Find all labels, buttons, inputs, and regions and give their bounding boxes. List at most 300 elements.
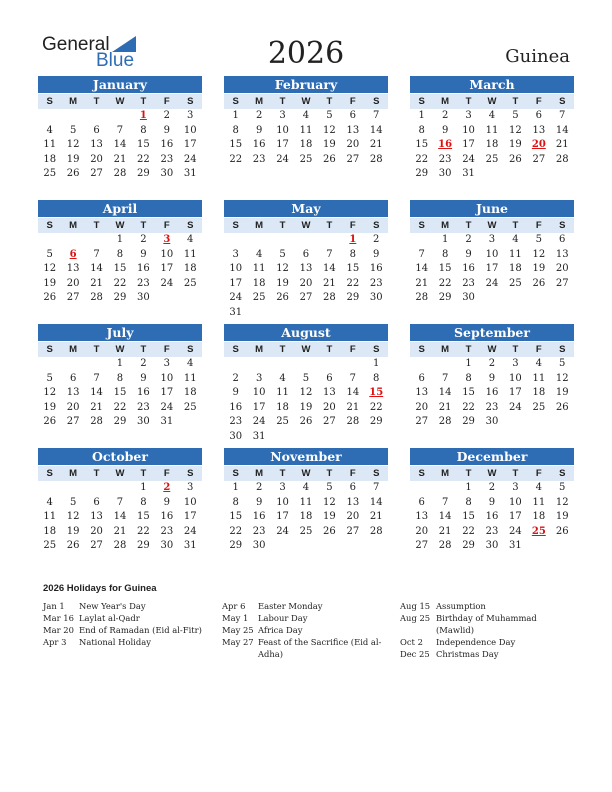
day-cell: 2 [441, 110, 449, 121]
day-cell: 21 [415, 277, 429, 289]
days-grid [410, 481, 574, 554]
day-cell: 17 [276, 139, 289, 150]
holiday-day-cell: 20 [531, 139, 546, 150]
day-cell: 1 [441, 234, 449, 245]
weekday-header: W [487, 344, 497, 355]
day-cell: 28 [90, 416, 103, 427]
empty-day-cell [433, 357, 456, 372]
logo-text-general: General [42, 34, 110, 55]
day-cell: 3 [163, 358, 170, 369]
days-grid [410, 109, 574, 182]
month-september [410, 324, 574, 430]
day-cell: 31 [462, 168, 475, 179]
weekday-header: S [232, 344, 239, 355]
day-cell: 2 [488, 482, 496, 493]
holiday-date: Jan 1 [43, 601, 65, 611]
month-february [224, 76, 388, 167]
month-title: July [38, 324, 202, 341]
day-cell: 19 [43, 277, 57, 289]
day-cell: 30 [462, 292, 475, 303]
holiday-name: End of Ramadan (Eid al-Fitr) [79, 625, 202, 635]
day-cell: 18 [43, 525, 57, 537]
day-cell: 8 [140, 496, 147, 508]
day-cell: 26 [555, 401, 569, 413]
day-cell: 28 [438, 416, 452, 427]
day-cell: 21 [90, 401, 103, 413]
day-cell: 8 [232, 124, 239, 136]
day-cell: 14 [113, 139, 127, 150]
day-cell: 13 [415, 511, 429, 522]
day-cell: 17 [229, 277, 243, 289]
day-cell: 4 [187, 234, 194, 245]
days-grid [410, 357, 574, 430]
day-cell: 7 [116, 124, 124, 136]
holiday-name: Easter Monday [258, 601, 323, 611]
holidays-title: 2026 Holidays for Guinea [43, 583, 157, 594]
weekday-header: S [418, 468, 425, 479]
day-cell: 5 [326, 482, 333, 493]
holiday-date: Aug 25 [400, 613, 431, 623]
empty-day-cell [38, 233, 61, 248]
days-grid [224, 233, 388, 320]
day-cell: 4 [187, 358, 194, 369]
day-cell: 26 [276, 292, 289, 303]
day-cell: 31 [229, 306, 243, 318]
day-cell: 4 [302, 482, 310, 493]
day-cell: 29 [415, 168, 429, 179]
holiday-day-cell: 2 [163, 482, 171, 493]
day-cell: 23 [160, 525, 174, 537]
day-cell: 22 [113, 277, 127, 289]
day-cell: 29 [438, 292, 452, 303]
holiday-item [43, 612, 213, 624]
day-cell: 2 [488, 358, 496, 369]
day-cell: 23 [369, 277, 383, 289]
day-cell: 22 [137, 525, 150, 537]
day-cell: 5 [326, 110, 333, 121]
day-cell: 17 [462, 139, 475, 150]
month-title: October [38, 448, 202, 465]
weekday-header: M [441, 220, 450, 231]
day-cell: 14 [90, 263, 103, 274]
day-cell: 19 [66, 525, 80, 537]
day-cell: 2 [255, 482, 263, 493]
day-cell: 4 [535, 482, 542, 493]
weekday-header: S [46, 344, 53, 355]
day-cell: 24 [183, 525, 197, 537]
day-cell: 25 [299, 153, 313, 165]
days-grid [224, 357, 388, 444]
day-cell: 3 [512, 358, 519, 369]
holiday-item [222, 600, 392, 612]
day-cell: 3 [187, 110, 194, 121]
day-cell: 23 [485, 401, 499, 413]
holiday-date: Dec 25 [400, 649, 430, 659]
day-cell: 10 [183, 124, 197, 136]
day-cell: 30 [229, 430, 243, 442]
weekday-header: T [326, 96, 333, 107]
day-cell: 28 [90, 292, 103, 303]
day-cell: 22 [229, 525, 243, 537]
weekday-header: M [441, 468, 450, 479]
day-cell: 20 [66, 277, 80, 289]
day-cell: 12 [532, 248, 546, 260]
day-cell: 16 [137, 387, 150, 398]
holiday-date: Oct 2 [400, 637, 423, 647]
holiday-date: Aug 15 [400, 601, 431, 611]
holiday-name: New Year's Day [79, 601, 146, 611]
day-cell: 1 [232, 110, 239, 121]
day-cell: 6 [349, 482, 356, 493]
month-title: December [410, 448, 574, 465]
day-cell: 5 [559, 482, 566, 493]
day-cell: 22 [369, 401, 383, 413]
day-cell: 10 [276, 496, 289, 508]
day-cell: 13 [90, 139, 103, 150]
day-cell: 6 [535, 110, 542, 121]
day-cell: 26 [299, 416, 313, 427]
holiday-day-cell: 1 [349, 234, 357, 245]
day-cell: 2 [163, 110, 170, 121]
holiday-name: Laylat al-Qadr [79, 613, 140, 623]
weekday-header: W [301, 468, 311, 479]
day-cell: 23 [160, 153, 174, 165]
holiday-item [400, 636, 570, 648]
day-cell: 12 [276, 263, 289, 274]
empty-day-cell [294, 357, 317, 372]
day-cell: 20 [66, 401, 80, 413]
weekday-header: S [373, 96, 380, 107]
weekday-header: W [301, 220, 311, 231]
day-cell: 21 [90, 277, 103, 289]
holidays-column [43, 600, 213, 648]
holiday-date: May 25 [222, 625, 254, 635]
holiday-day-cell: 1 [139, 110, 147, 121]
weekday-header: T [326, 220, 333, 231]
weekday-header: S [46, 468, 53, 479]
day-cell: 8 [116, 248, 124, 260]
empty-day-cell [108, 481, 131, 496]
day-cell: 9 [441, 124, 449, 136]
day-cell: 22 [462, 401, 475, 413]
weekday-header: F [349, 468, 356, 479]
day-cell: 24 [276, 153, 289, 165]
day-cell: 23 [137, 401, 150, 413]
day-cell: 13 [323, 387, 336, 398]
holiday-date: Apr 3 [43, 637, 67, 647]
day-cell: 25 [276, 416, 289, 427]
day-cell: 6 [418, 372, 425, 384]
day-cell: 29 [462, 540, 475, 551]
day-cell: 6 [349, 110, 356, 121]
weekday-header: S [418, 344, 425, 355]
day-cell: 8 [140, 124, 147, 136]
weekday-header: F [163, 96, 170, 107]
day-cell: 24 [229, 292, 243, 303]
day-cell: 24 [509, 525, 522, 537]
day-cell: 6 [302, 248, 310, 260]
weekday-header: W [115, 220, 125, 231]
day-cell: 14 [113, 511, 127, 522]
day-cell: 6 [559, 234, 566, 245]
day-cell: 8 [373, 372, 380, 384]
day-cell: 1 [418, 110, 425, 121]
day-cell: 7 [559, 110, 566, 121]
day-cell: 17 [485, 263, 499, 274]
day-cell: 15 [346, 263, 360, 274]
day-cell: 26 [66, 540, 80, 551]
day-cell: 21 [346, 401, 360, 413]
day-cell: 7 [93, 248, 100, 260]
weekday-header: T [512, 220, 519, 231]
day-cell: 19 [532, 263, 546, 274]
day-cell: 16 [252, 511, 266, 522]
weekday-header: S [373, 344, 380, 355]
day-cell: 7 [326, 248, 333, 260]
holiday-item [222, 624, 392, 636]
day-cell: 23 [252, 525, 266, 537]
day-cell: 4 [46, 496, 53, 508]
month-may [224, 200, 388, 320]
day-cell: 14 [369, 496, 383, 508]
month-october [38, 448, 202, 554]
day-cell: 3 [187, 482, 194, 493]
day-cell: 5 [535, 234, 542, 245]
holiday-name: Feast of the Sacrifice (Eid al-Adha) [258, 637, 382, 659]
day-cell: 6 [93, 124, 100, 136]
holiday-date: Apr 6 [222, 601, 246, 611]
weekday-header: T [512, 344, 519, 355]
day-cell: 14 [90, 387, 103, 398]
holiday-item [43, 600, 213, 612]
day-cell: 25 [532, 401, 546, 413]
day-cell: 30 [485, 416, 499, 427]
empty-day-cell [108, 109, 131, 124]
month-title: September [410, 324, 574, 341]
day-cell: 27 [90, 168, 103, 179]
day-cell: 7 [441, 372, 449, 384]
day-cell: 11 [509, 248, 522, 260]
day-cell: 23 [438, 153, 452, 165]
day-cell: 10 [160, 248, 174, 260]
day-cell: 13 [66, 387, 80, 398]
day-cell: 19 [299, 401, 313, 413]
day-cell: 25 [183, 401, 197, 413]
day-cell: 11 [276, 387, 289, 398]
days-grid [38, 357, 202, 430]
empty-day-cell [271, 233, 294, 248]
day-cell: 13 [346, 124, 360, 136]
holiday-name: Christmas Day [436, 649, 499, 659]
day-cell: 28 [438, 540, 452, 551]
month-title: November [224, 448, 388, 465]
day-cell: 18 [252, 277, 266, 289]
month-title: February [224, 76, 388, 93]
weekday-header: W [115, 344, 125, 355]
day-cell: 14 [323, 263, 336, 274]
day-cell: 28 [369, 153, 383, 165]
day-cell: 27 [415, 540, 429, 551]
weekday-header: T [140, 96, 147, 107]
day-cell: 23 [229, 416, 243, 427]
day-cell: 10 [252, 387, 266, 398]
days-grid [38, 233, 202, 306]
day-cell: 17 [509, 387, 522, 398]
empty-day-cell [433, 481, 456, 496]
day-cell: 15 [438, 263, 452, 274]
day-cell: 17 [252, 401, 266, 413]
day-cell: 29 [229, 540, 243, 551]
day-cell: 12 [555, 372, 569, 384]
holiday-item [400, 600, 570, 612]
day-cell: 19 [509, 139, 522, 150]
weekday-header: S [187, 96, 194, 107]
day-cell: 10 [276, 124, 289, 136]
day-cell: 19 [323, 511, 336, 522]
day-cell: 23 [485, 525, 499, 537]
day-cell: 18 [43, 153, 57, 165]
days-grid [38, 481, 202, 554]
day-cell: 18 [276, 401, 289, 413]
day-cell: 11 [532, 496, 546, 508]
month-title: March [410, 76, 574, 93]
weekday-header: T [326, 468, 333, 479]
day-cell: 25 [43, 168, 57, 179]
day-cell: 20 [346, 511, 360, 522]
day-cell: 10 [509, 496, 522, 508]
day-cell: 16 [160, 511, 174, 522]
day-cell: 30 [369, 292, 383, 303]
day-cell: 4 [302, 110, 310, 121]
day-cell: 26 [323, 525, 336, 537]
day-cell: 1 [465, 358, 472, 369]
holiday-item [43, 624, 213, 636]
weekday-header: M [69, 468, 78, 479]
weekday-header: M [255, 344, 264, 355]
holiday-date: Mar 20 [43, 625, 74, 635]
day-cell: 19 [66, 153, 80, 165]
holiday-item [400, 648, 570, 660]
weekday-header: M [255, 468, 264, 479]
month-title: August [224, 324, 388, 341]
day-cell: 9 [255, 496, 263, 508]
day-cell: 7 [418, 248, 425, 260]
day-cell: 22 [113, 401, 127, 413]
day-cell: 27 [346, 153, 360, 165]
weekday-header: W [487, 220, 497, 231]
day-cell: 11 [299, 496, 313, 508]
holiday-date: May 27 [222, 637, 254, 647]
day-cell: 12 [323, 496, 336, 508]
weekday-header: M [255, 96, 264, 107]
day-cell: 18 [485, 139, 499, 150]
weekday-header: T [512, 468, 519, 479]
day-cell: 17 [276, 511, 289, 522]
day-cell: 21 [113, 153, 127, 165]
day-cell: 20 [415, 401, 429, 413]
day-cell: 15 [415, 139, 429, 150]
day-cell: 29 [369, 416, 383, 427]
day-cell: 27 [555, 277, 569, 289]
day-cell: 1 [373, 358, 380, 369]
day-cell: 18 [532, 387, 546, 398]
weekday-header-row [410, 466, 574, 481]
day-cell: 14 [438, 511, 452, 522]
weekday-header: T [93, 344, 100, 355]
day-cell: 20 [415, 525, 429, 537]
day-cell: 2 [232, 372, 239, 384]
holiday-item [400, 612, 570, 636]
weekday-header: T [140, 468, 147, 479]
month-august [224, 324, 388, 444]
day-cell: 4 [46, 124, 53, 136]
day-cell: 2 [255, 110, 263, 121]
day-cell: 24 [252, 416, 266, 427]
holiday-name: Assumption [436, 601, 486, 611]
weekday-header: T [279, 96, 286, 107]
day-cell: 3 [232, 248, 239, 260]
weekday-header: F [163, 468, 170, 479]
day-cell: 21 [113, 525, 127, 537]
day-cell: 30 [438, 168, 452, 179]
day-cell: 26 [532, 277, 546, 289]
day-cell: 11 [252, 263, 266, 274]
empty-day-cell [318, 233, 341, 248]
day-cell: 10 [183, 496, 197, 508]
holiday-name: Birthday of Muhammad (Mawlid) [436, 613, 537, 635]
holiday-item [222, 636, 392, 660]
day-cell: 7 [116, 496, 124, 508]
day-cell: 27 [90, 540, 103, 551]
weekday-header: F [535, 468, 542, 479]
day-cell: 21 [369, 511, 383, 522]
weekday-header-row [38, 466, 202, 481]
weekday-header-row [38, 94, 202, 109]
day-cell: 15 [113, 263, 127, 274]
month-title: May [224, 200, 388, 217]
day-cell: 10 [229, 263, 243, 274]
day-cell: 19 [555, 511, 569, 522]
day-cell: 4 [279, 372, 286, 384]
day-cell: 3 [512, 482, 519, 493]
weekday-header: T [93, 220, 100, 231]
holiday-day-cell: 16 [438, 139, 453, 150]
day-cell: 8 [441, 248, 449, 260]
day-cell: 24 [160, 401, 174, 413]
empty-day-cell [61, 109, 84, 124]
day-cell: 25 [43, 540, 57, 551]
day-cell: 14 [555, 124, 569, 136]
weekday-header-row [224, 218, 388, 233]
day-cell: 5 [69, 124, 77, 136]
weekday-header-row [410, 94, 574, 109]
day-cell: 12 [555, 496, 569, 508]
day-cell: 17 [509, 511, 522, 522]
day-cell: 21 [323, 277, 336, 289]
day-cell: 16 [252, 139, 266, 150]
day-cell: 30 [160, 168, 174, 179]
day-cell: 14 [415, 263, 429, 274]
weekday-header: S [559, 220, 566, 231]
day-cell: 31 [183, 540, 197, 551]
day-cell: 12 [43, 387, 57, 398]
weekday-header: S [46, 220, 53, 231]
day-cell: 13 [532, 124, 546, 136]
day-cell: 22 [137, 153, 150, 165]
day-cell: 1 [140, 482, 147, 493]
day-cell: 16 [137, 263, 150, 274]
month-title: January [38, 76, 202, 93]
